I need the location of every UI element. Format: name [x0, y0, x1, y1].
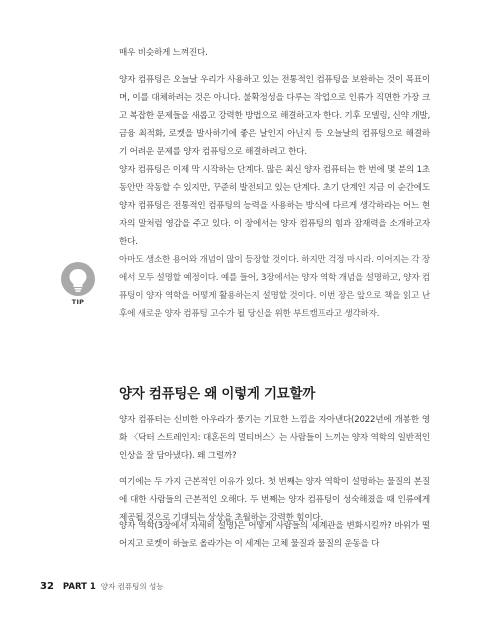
- body-paragraph: 양자 컴퓨터는 신비한 아우라가 풍기는 기묘한 느낌을 자아낸다(2022년에 개봉한 영화 〈닥터 스트레인지: 대혼돈의 멀티버스〉는 사람들이 느끼는 양자 역학의 일반적인 인상을 잘 담아냈다). 왜 그럴까?: [119, 415, 430, 461]
- tip-text: 아마도 생소한 용어와 개념이 많이 등장할 것이다. 하지만 걱정 마시라. 이어지는 각 장에서 모두 설명할 예정이다. 예를 들어, 3장에서는 양자 역학 개념을 설명하고, 양자 컴퓨팅이 양자 역학을 어떻게 활용하는지 설명할 것이다. 이번 장은 앞으로 책을 읽고 난 후에 새로운 양자 컴퓨팅 고수가 될 당신을 위한 부트캠프라고 생각하자.: [119, 255, 430, 319]
- body-paragraph: 양자 컴퓨팅은 오늘날 우리가 사용하고 있는 전통적인 컴퓨팅을 보완하는 것이 목표이며, 이를 대체하려는 것은 아니다. 불확정성을 다루는 작업으로 인류가 직면한 가장 크고 복잡한 문제들을 새롭고 강력한 방법으로 해결하고자 한다. 기후 모델링, 신약 개발, 금융 최적화, 로켓을 발사하기에 좋은 날인지 아닌지 등 오늘날의 컴퓨팅으로 해결하기 어려운 문제를 양자 컴퓨팅으로 해결하려고 한다.: [119, 75, 430, 157]
- page-number: 32: [40, 581, 54, 592]
- body-paragraph: 양자 역학(3장에서 자세히 설명)은 어떻게 사람들의 세계관을 변화시킬까? 바위가 떨어지고 로켓이 하늘로 올라가는 이 세계는 고체 물질과 물질의 운동을 다: [119, 521, 430, 549]
- page-footer: [40, 581, 164, 592]
- part-label: PART 1: [62, 582, 96, 592]
- body-paragraph: 여기에는 두 가지 근본적인 이유가 있다. 첫 번째는 양자 역학이 설명하는 물질의 본질에 대한 사람들의 근본적인 오해다. 두 번째는 양자 컴퓨팅이 성숙해졌을 때 인류에게 제공될 것으로 기대되는 상상을 초월하는 강력한 힘이다.: [119, 477, 430, 523]
- tip-box: [58, 262, 98, 314]
- lightbulb-icon: [58, 262, 98, 298]
- body-paragraph: 매우 비슷하게 느껴진다.: [119, 48, 208, 58]
- part-title: 양자 컴퓨팅의 성능: [100, 582, 164, 591]
- tip-label: TIP: [71, 298, 85, 306]
- section-heading: 양자 컴퓨팅은 왜 이렇게 기묘할까: [119, 386, 315, 402]
- body-paragraph: 양자 컴퓨팅은 이제 막 시작하는 단계다. 많은 최신 양자 컴퓨터는 한 번에 몇 분의 1초 동안만 작동할 수 있지만, 꾸준히 발전되고 있는 단계다. 초기 단계인 지금 이 순간에도 양자 컴퓨팅은 전통적인 컴퓨팅의 능력을 사용하는 방식에 다르게 생각하라는 어느 현자의 말처럼 영감을 주고 있다. 이 장에서는 양자 컴퓨팅의 힘과 잠재력을 소개하고자 한다.: [119, 165, 430, 247]
